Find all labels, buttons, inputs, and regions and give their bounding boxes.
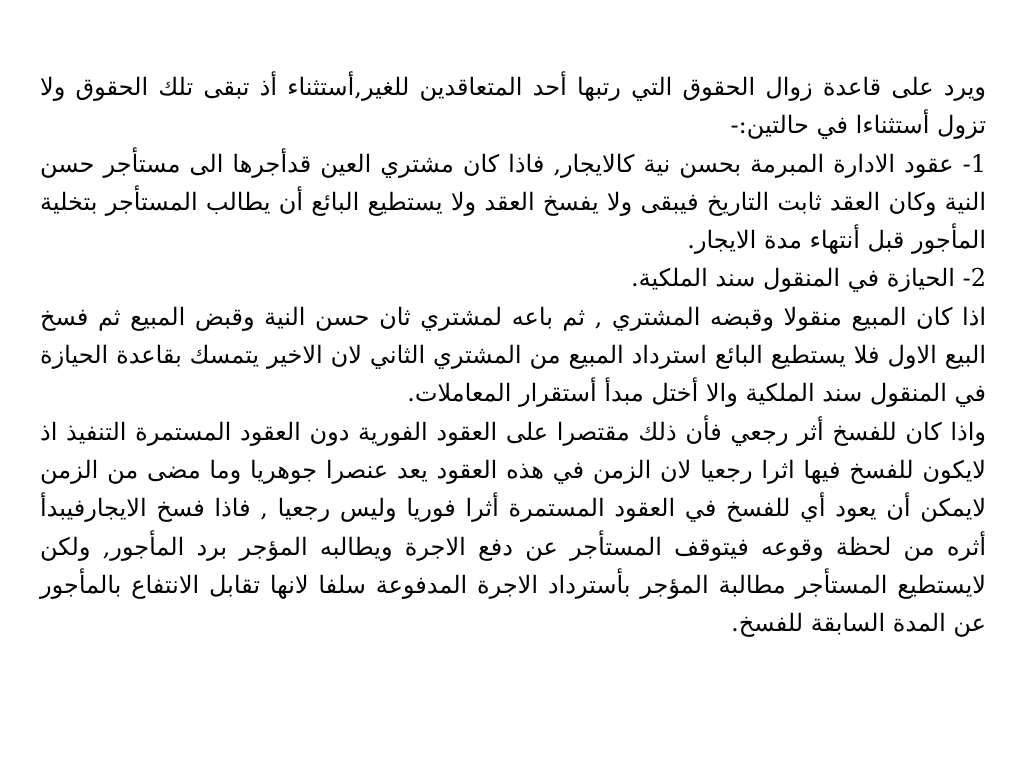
paragraph-item-2-explanation: اذا كان المبيع منقولا وقبضه المشتري , ثم باعه لمشتري ثان حسن النية وقبض المبيع ثم فسخ البيع الاول فلا يستطيع البائع استرداد المبيع من المشتري الثاني لان الاخير يتمسك بقاعدة الحيازة في المنقول سند الملكية والا أختل مبدأ أستقرار المعاملات. <box>40 302 986 408</box>
body-text <box>40 68 986 642</box>
paragraph-item-1: 1- عقود الادارة المبرمة بحسن نية كالايجار, فاذا كان مشتري العين قدأجرها الى مستأجر حسن النية وكان العقد ثابت التاريخ فيبقى ولا يفسخ العقد ولا يستطيع البائع أن يطالب المستأجر بتخلية المأجور قبل أنتهاء مدة الايجار. <box>40 149 986 255</box>
paragraph-item-2: 2- الحيازة في المنقول سند الملكية. <box>630 264 986 293</box>
paragraph-intro: ويرد على قاعدة زوال الحقوق التي رتبها أحد المتعاقدين للغير,أستثناء أذ تبقى تلك الحقوق ولا تزول أستثناءا في حالتين:- <box>40 73 986 140</box>
paragraph-retroactive-effect: واذا كان للفسخ أثر رجعي فأن ذلك مقتصرا على العقود الفورية دون العقود المستمرة التنفيذ اذ لايكون للفسخ فيها اثرا رجعيا لان الزمن في هذه العقود يعد عنصرا جوهريا وما مضى من الزمن لايمكن أن يعود أي للفسخ في العقود المستمرة أثرا فوريا وليس رجعيا , فاذا فسخ الايجارفيبدأ أثره من لحظة وقوعه فيتوقف المستأجر عن دفع الاجرة ويطالبه المؤجر برد المأجور, ولكن لايستطيع المستأجر مطالبة المؤجر بأسترداد الاجرة المدفوعة سلفا لانها تقابل الانتفاع بالمأجور عن المدة السابقة للفسخ. <box>40 417 987 638</box>
